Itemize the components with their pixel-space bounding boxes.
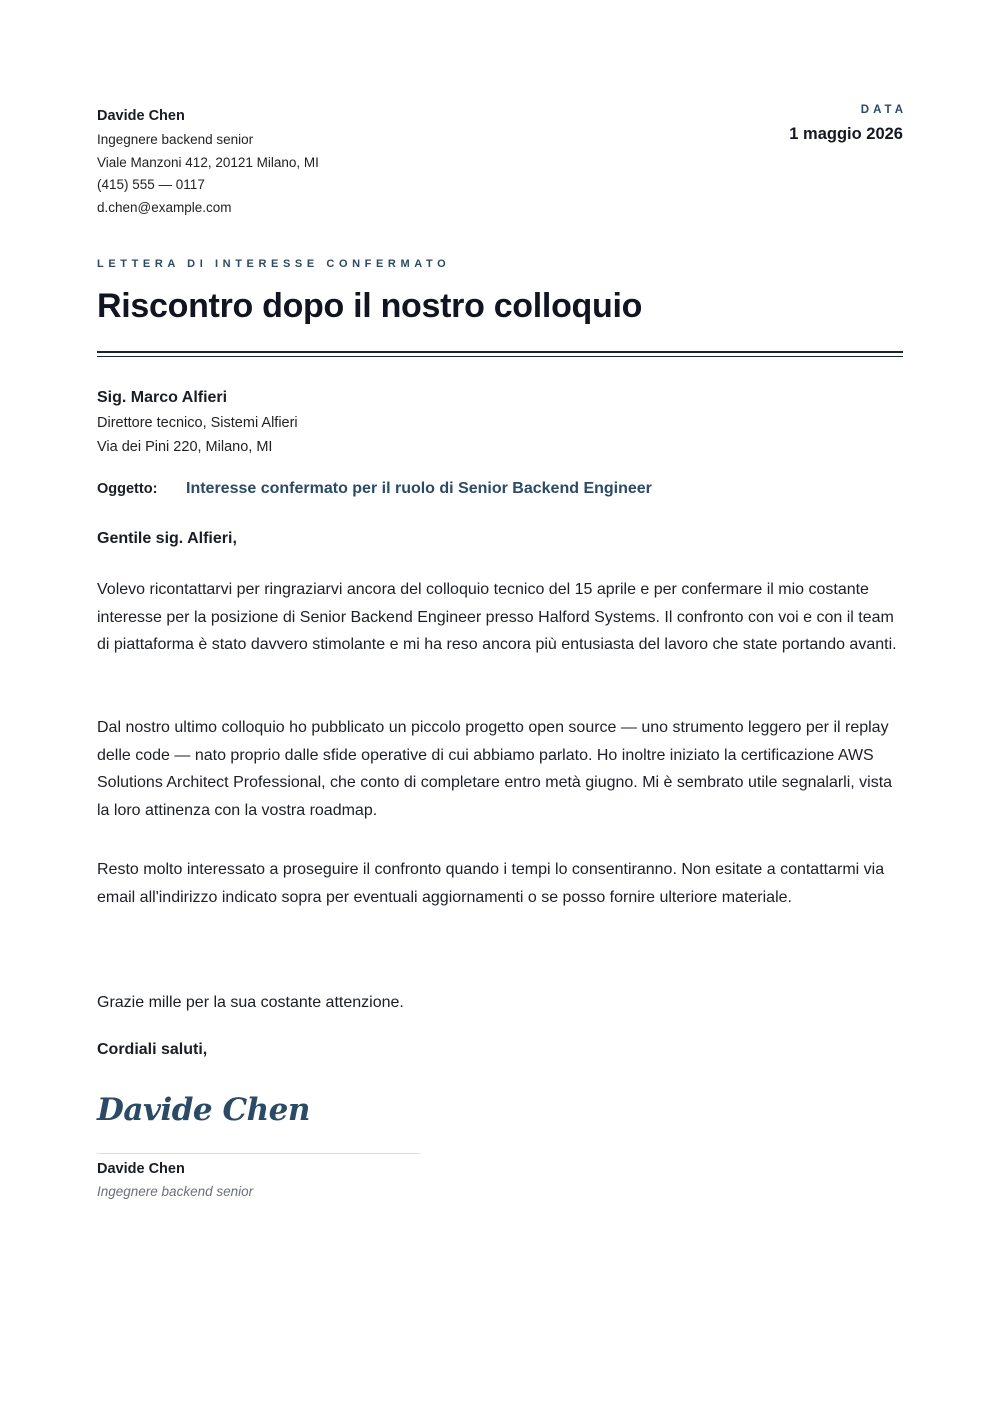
date-block [789, 104, 907, 144]
subject-line [97, 480, 903, 498]
sender-name: Davide Chen [97, 108, 185, 124]
body-paragraph: Volevo ricontattarvi per ringraziarvi ancora del colloquio tecnico del 15 aprile e per confermare il mio costante interesse per la posizione di Senior Backend Engineer presso Halford Systems. Il confronto con voi e con il team di piattaforma è stato davvero stimolante e mi ha reso ancora più entusiasta del lavoro che state portando avanti. [97, 581, 897, 653]
body-paragraph: Resto molto interessato a proseguire il confronto quando i tempi lo consentiranno. Non esitate a contattarmi via email all'indirizzo indicato sopra per eventuali aggiornamenti o se posso fornire ulteriore materiale. [97, 861, 885, 906]
letter-page [97, 0, 907, 1415]
thanks-line: Grazie mille per la sua costante attenzione. [97, 994, 404, 1011]
subject-label: Oggetto: [97, 481, 158, 497]
subject-text: Interesse confermato per il ruolo di Senior Backend Engineer [186, 480, 652, 497]
signature-title: Ingegnere backend senior [97, 1184, 254, 1199]
sender-email: d.chen@example.com [97, 199, 232, 215]
closing-line: Cordiali saluti, [97, 1041, 208, 1058]
date-value: 1 maggio 2026 [789, 125, 903, 143]
date-label: DATA [860, 104, 907, 116]
recipient-address: Via dei Pini 220, Milano, MI [97, 439, 273, 455]
signature-rule [97, 1153, 420, 1154]
recipient-name: Sig. Marco Alfieri [97, 389, 228, 406]
sender-address: Viale Manzoni 412, 20121 Milano, MI [97, 154, 319, 170]
title-divider-thin [97, 356, 903, 357]
recipient-block [97, 387, 298, 459]
letter-kicker: LETTERA DI INTERESSE CONFERMATO [97, 258, 451, 270]
salutation: Gentile sig. Alfieri, [97, 530, 237, 547]
recipient-role: Direttore tecnico, Sistemi Alfieri [97, 415, 298, 431]
sender-phone: (415) 555 — 0117 [97, 177, 205, 192]
signature-name: Davide Chen [97, 1161, 185, 1177]
sender-role: Ingegnere backend senior [97, 132, 254, 147]
title-divider-thick [97, 351, 903, 353]
handwritten-signature: Davide Chen [97, 1092, 310, 1128]
letter-title: Riscontro dopo il nostro colloquio [97, 287, 643, 325]
sender-block [97, 106, 517, 219]
body-paragraph: Dal nostro ultimo colloquio ho pubblicato un piccolo progetto open source — uno strumento leggero per il replay delle code — nato proprio dalle sfide operative di cui abbiamo parlato. Ho inoltre iniziato la certificazione AWS Solutions Architect Professional, che conto di completare entro metà giugno. Mi è sembrato utile segnalarli, vista la loro attinenza con la vostra roadmap. [97, 719, 893, 819]
